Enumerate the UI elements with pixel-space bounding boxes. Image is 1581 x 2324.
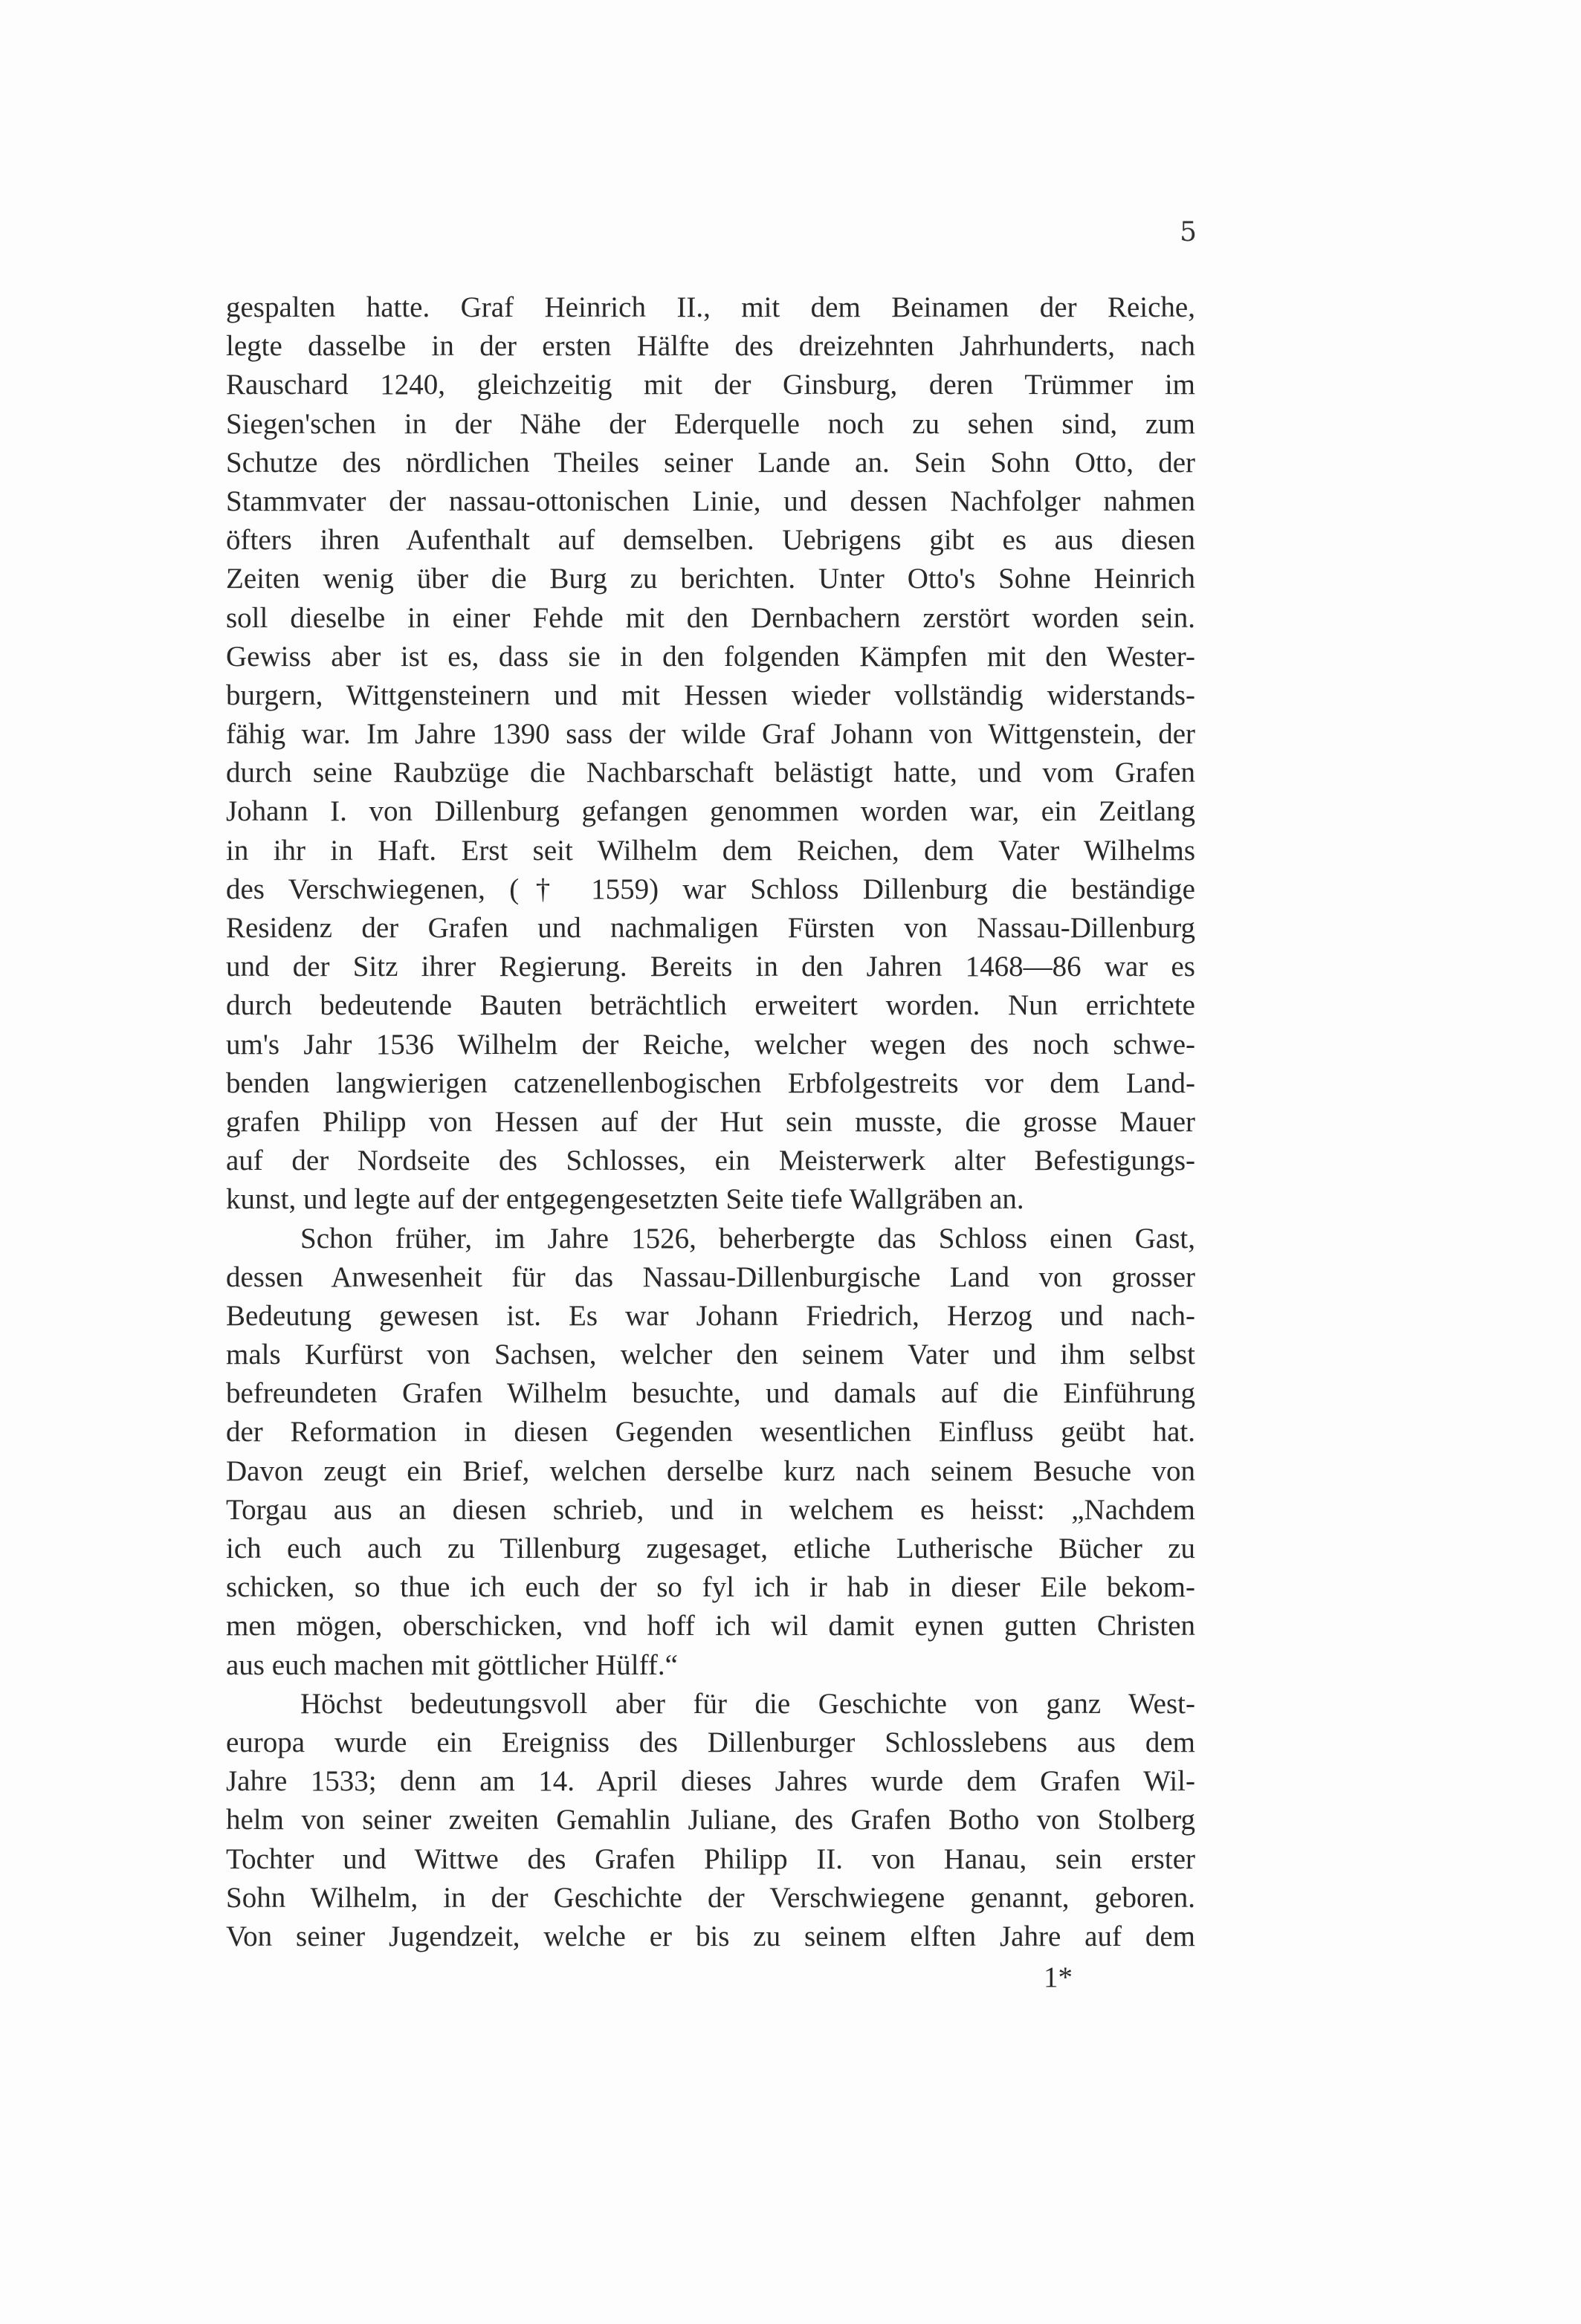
text-line: Sohn Wilhelm, in der Geschichte der Verschwiegene genannt, geboren. <box>226 1881 1195 1914</box>
text-line: grafen Philipp von Hessen auf der Hut sein musste, die grosse Mauer <box>226 1105 1195 1138</box>
text-line: des Verschwiegenen, († 1559) war Schloss Dillenburg die beständige <box>226 873 1195 905</box>
text-line: Von seiner Jugendzeit, welche er bis zu seinem elften Jahre auf dem <box>226 1920 1195 1952</box>
text-line: men mögen, oberschicken, vnd hoff ich wil damit eynen gutten Christen <box>226 1610 1195 1642</box>
text-line: durch seine Raubzüge die Nachbarschaft belästigt hatte, und vom Grafen <box>226 757 1195 789</box>
text-line: Rauschard 1240, gleichzeitig mit der Ginsburg, deren Trümmer im <box>226 369 1195 401</box>
text-line: und der Sitz ihrer Regierung. Bereits in den Jahren 1468—86 war es <box>226 951 1195 983</box>
page-number: 5 <box>1180 217 1197 247</box>
text-line: ich euch auch zu Tillenburg zugesaget, etliche Lutherische Bücher zu <box>226 1532 1195 1564</box>
text-line: öfters ihren Aufenthalt auf demselben. Uebrigens gibt es aus diesen <box>226 524 1195 557</box>
text-line: befreundeten Grafen Wilhelm besuchte, und damals auf die Einführung <box>226 1377 1195 1410</box>
text-line: Torgau aus an diesen schrieb, und in welchem es heisst: „Nachdem <box>226 1493 1195 1526</box>
paragraph-start-line: Schon früher, im Jahre 1526, beherbergte das Schloss einen Gast, <box>300 1222 1195 1255</box>
text-line: Tochter und Wittwe des Grafen Philipp II. von Hanau, sein erster <box>226 1842 1195 1875</box>
text-line: kunst, und legte auf der entgegengesetzten Seite tiefe Wallgräben an. <box>226 1183 1024 1216</box>
text-line: gespalten hatte. Graf Heinrich II., mit dem Beinamen der Reiche, <box>226 291 1195 323</box>
text-line: schicken, so thue ich euch der so fyl ich ir hab in dieser Eile bekom- <box>226 1571 1195 1604</box>
text-line: soll dieselbe in einer Fehde mit den Dernbachern zerstört worden sein. <box>226 601 1195 634</box>
text-line: auf der Nordseite des Schlosses, ein Meisterwerk alter Befestigungs- <box>226 1145 1195 1177</box>
text-line: Stammvater der nassau-ottonischen Linie, und dessen Nachfolger nahmen <box>226 485 1195 517</box>
text-line: Bedeutung gewesen ist. Es war Johann Friedrich, Herzog und nach- <box>226 1299 1195 1332</box>
text-line: fähig war. Im Jahre 1390 sass der wilde Graf Johann von Wittgenstein, der <box>226 718 1195 751</box>
text-line: durch bedeutende Bauten beträchtlich erweitert worden. Nun errichtete <box>226 989 1195 1022</box>
text-line: Zeiten wenig über die Burg zu berichten. Unter Otto's Sohne Heinrich <box>226 563 1195 595</box>
text-line: in ihr in Haft. Erst seit Wilhelm dem Reichen, dem Vater Wilhelms <box>226 834 1195 867</box>
text-line: europa wurde ein Ereigniss des Dillenburger Schlosslebens aus dem <box>226 1726 1195 1758</box>
text-line: Johann I. von Dillenburg gefangen genommen worden war, ein Zeitlang <box>226 795 1195 828</box>
text-line: dessen Anwesenheit für das Nassau-Dillenburgische Land von grosser <box>226 1260 1195 1293</box>
text-line: mals Kurfürst von Sachsen, welcher den seinem Vater und ihm selbst <box>226 1339 1195 1371</box>
text-line: Siegen'schen in der Nähe der Ederquelle noch zu sehen sind, zum <box>226 407 1195 440</box>
text-line: um's Jahr 1536 Wilhelm der Reiche, welcher wegen des noch schwe- <box>226 1028 1195 1061</box>
text-line: burgern, Wittgensteinern und mit Hessen wieder vollständig widerstands- <box>226 679 1195 711</box>
text-line: Jahre 1533; denn am 14. April dieses Jahres wurde dem Grafen Wil- <box>226 1765 1195 1798</box>
signature-mark: 1* <box>1044 1961 1073 1993</box>
text-line: Davon zeugt ein Brief, welchen derselbe kurz nach seinem Besuche von <box>226 1454 1195 1487</box>
text-line: Gewiss aber ist es, dass sie in den folgenden Kämpfen mit den Wester- <box>226 640 1195 673</box>
text-line: Schutze des nördlichen Theiles seiner Lande an. Sein Sohn Otto, der <box>226 446 1195 479</box>
text-line: der Reformation in diesen Gegenden wesentlichen Einfluss geübt hat. <box>226 1416 1195 1449</box>
text-line: Residenz der Grafen und nachmaligen Fürsten von Nassau-Dillenburg <box>226 912 1195 944</box>
text-line: benden langwierigen catzenellenbogischen Erbfolgestreits vor dem Land- <box>226 1066 1195 1099</box>
body-text <box>226 288 1195 1956</box>
text-line: helm von seiner zweiten Gemahlin Juliane, des Grafen Botho von Stolberg <box>226 1804 1195 1836</box>
text-line: legte dasselbe in der ersten Hälfte des dreizehnten Jahrhunderts, nach <box>226 330 1195 363</box>
text-line: aus euch machen mit göttlicher Hülff.“ <box>226 1648 678 1681</box>
paragraph-start-line: Höchst bedeutungsvoll aber für die Geschichte von ganz West- <box>300 1687 1195 1720</box>
